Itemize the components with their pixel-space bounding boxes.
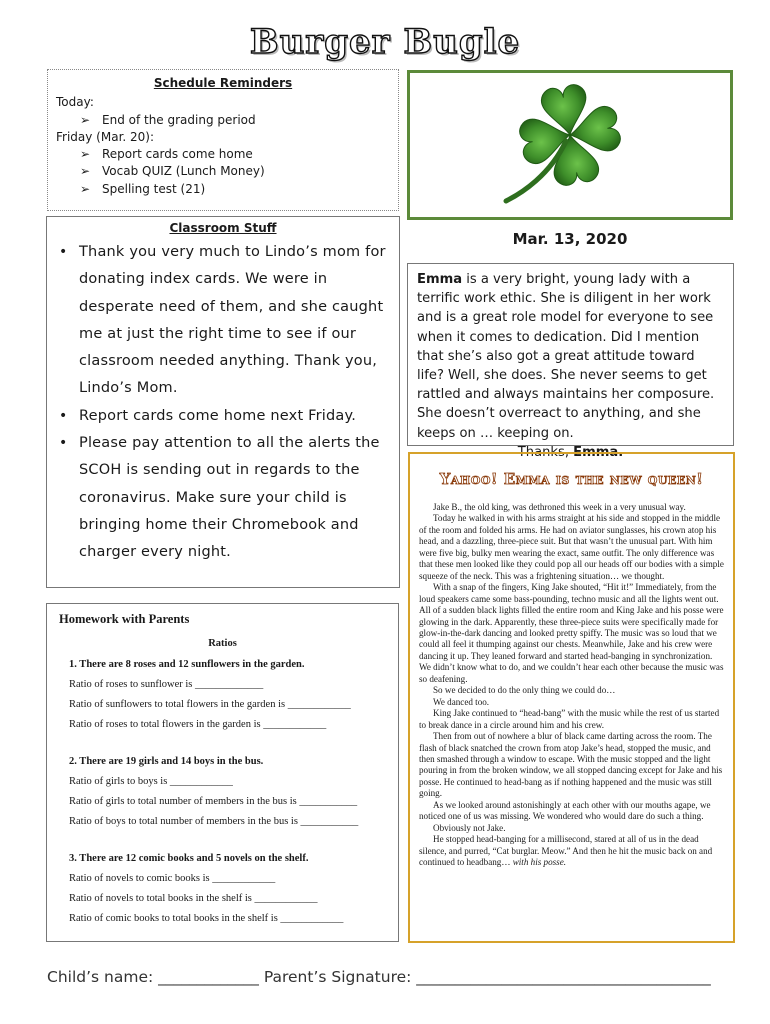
question-prompt: 2. There are 19 girls and 14 boys in the bus.	[69, 756, 264, 767]
shamrock-image-frame	[407, 70, 733, 220]
friday-item: ➢ Report cards come home	[56, 146, 390, 163]
friday-item: ➢ Spelling test (21)	[56, 181, 390, 198]
article-paragraph: So we decided to do the only thing we could do…	[433, 685, 616, 696]
classroom-stuff-box	[46, 216, 400, 588]
article-paragraph: King Jake continued to “head-bang” with the music while the rest of us started to break dance in a circle around him and his crew.	[419, 708, 720, 730]
ratios-heading: Ratios	[208, 638, 237, 649]
question-prompt: 3. There are 12 comic books and 5 novels on the shelf.	[69, 853, 309, 864]
answer-line: Ratio of novels to total books in the shelf is ____________	[69, 893, 318, 904]
article-paragraph: As we looked around astonishingly at each other with our mouths agape, we noticed one of us was missing. We wondered who would dare do such a thing.	[419, 799, 711, 822]
article-headline: Yahoo! Emma is the new queen!	[439, 470, 704, 488]
classroom-list	[57, 239, 389, 567]
signature-footer	[47, 968, 711, 986]
today-item: ➢ End of the grading period	[56, 112, 390, 129]
list-item: • Thank you very much to Lindo’s mom for donating index cards. We were in desperate need of them, and she caught me at just the right time to see if our classroom needed anything. Thank you, Lindo’s Mom.	[57, 239, 389, 403]
spotlight-text: Emma is a very bright, young lady with a terrific work ethic. She is diligent in her work and is a great role model for everyone to see when it comes to dedication. Did I mention that she’s also got a great attitude toward life? Well, she does. She never seems to get rattled and always maintains her composure. She doesn’t overreact to anything, and she keeps on … keeping on.	[417, 272, 715, 441]
classroom-title: Classroom Stuff	[169, 221, 277, 235]
question-prompt: 1. There are 8 roses and 12 sunflowers in the garden.	[69, 659, 305, 670]
today-label: Today:	[56, 95, 94, 110]
arrow-bullet-icon: ➢	[80, 164, 91, 179]
article-paragraph: We danced too.	[433, 696, 490, 707]
article-body	[419, 502, 724, 869]
answer-line: Ratio of roses to total flowers in the garden is ____________	[69, 719, 327, 730]
article-paragraph: With a snap of the fingers, King Jake shouted, “Hit it!” Immediately, from the loud speakers came some bass-pounding, techno music and all the lights went out. All of a sudden black lights filled the entire room and King Jake and his posse were glowing in the dark. Apparently, these three-piece suits were specifically made for glow-in-the-dark dancing and looked pretty spiffy. The music was so loud that we could all feel it thumping against our chests. Meanwhile, Jake and his crew were dancing it up. They leaned forward and started head-banging in synchronization. We didn’t know what to do, and we couldn’t hear each other because the music was so deafening.	[419, 582, 724, 684]
answer-line: Ratio of sunflowers to total flowers in the garden is ____________	[69, 699, 351, 710]
student-spotlight-box	[407, 263, 734, 460]
article-closing: with his posse.	[512, 857, 567, 868]
bullet-icon: •	[59, 244, 68, 260]
schedule-reminders-box	[47, 69, 399, 211]
answer-line: Ratio of boys to total number of members in the bus is ___________	[69, 816, 359, 827]
answer-line: Ratio of girls to total number of members in the bus is ___________	[69, 796, 358, 807]
article-paragraph: He stopped head-banging for a millisecond, stared at all of us in the dead silence, and purred, “Cat burglar. Meow.” And then he hit the music back on and continued to headbang… with his posse.	[419, 834, 713, 868]
article-paragraph: Jake B., the old king, was dethroned this week in a very unusual way.	[433, 502, 686, 512]
answer-line: Ratio of novels to comic books is ____________	[69, 873, 276, 884]
student-name: Emma	[417, 272, 463, 287]
answer-line: Ratio of comic books to total books in the shelf is ____________	[69, 913, 344, 924]
friday-label: Friday (Mar. 20):	[56, 129, 155, 144]
arrow-bullet-icon: ➢	[80, 147, 91, 162]
news-article-box	[408, 452, 735, 943]
answer-line: Ratio of roses to sunflower is _____________	[69, 679, 264, 690]
bullet-icon: •	[59, 407, 68, 424]
bullet-icon: •	[59, 435, 68, 452]
homework-title: Homework with Parents	[59, 612, 190, 626]
arrow-bullet-icon: ➢	[80, 181, 91, 196]
homework-box	[46, 603, 399, 942]
article-paragraph: Then from out of nowhere a blur of black came darting across the room. The flash of black snatched the crown from atop Jake’s head, stopped the music, and then smashed through a window to escape. With the music stopped and the light pouring in from the broken window, we all stopped dancing except for Jake and his posse. He continued to head-bang as if nothing happened and the music was still going.	[419, 731, 723, 799]
issue-date: Mar. 13, 2020	[512, 230, 628, 248]
article-paragraph: Today he walked in with his arms straight at his side and stopped in the middle of the room and folded his arms. He had on aviator sunglasses, his crown atop his head, and a dazzling, three-piece suit. But that wasn’t the unusual part. With him were five big, bulky men wearing the exact, same outfit. The only difference was that these men looked like they could pop all our heads off our bodies with a simple squeeze of the neck. This was a frightening situation… we thought.	[419, 513, 724, 581]
arrow-bullet-icon: ➢	[80, 112, 91, 127]
list-item: • Please pay attention to all the alerts the SCOH is sending out in regards to the coronavirus. Make sure your child is bringing home their Chromebook and charger every night.	[57, 430, 389, 566]
friday-item: ➢ Vocab QUIZ (Lunch Money)	[56, 163, 390, 180]
spotlight-thanks: Thanks, Emma.	[517, 444, 624, 460]
parent-signature-field: Parent’s Signature: ______________________________________	[263, 968, 711, 986]
answer-line: Ratio of girls to boys is ____________	[69, 776, 233, 787]
article-paragraph: Obviously not Jake.	[433, 822, 506, 833]
list-item: • Report cards come home next Friday.	[57, 403, 389, 430]
newsletter-masthead: Burger Bugle	[249, 22, 521, 62]
schedule-title: Schedule Reminders	[153, 76, 293, 90]
shamrock-icon	[410, 73, 730, 217]
child-name-field: Child’s name: _____________	[47, 968, 259, 986]
